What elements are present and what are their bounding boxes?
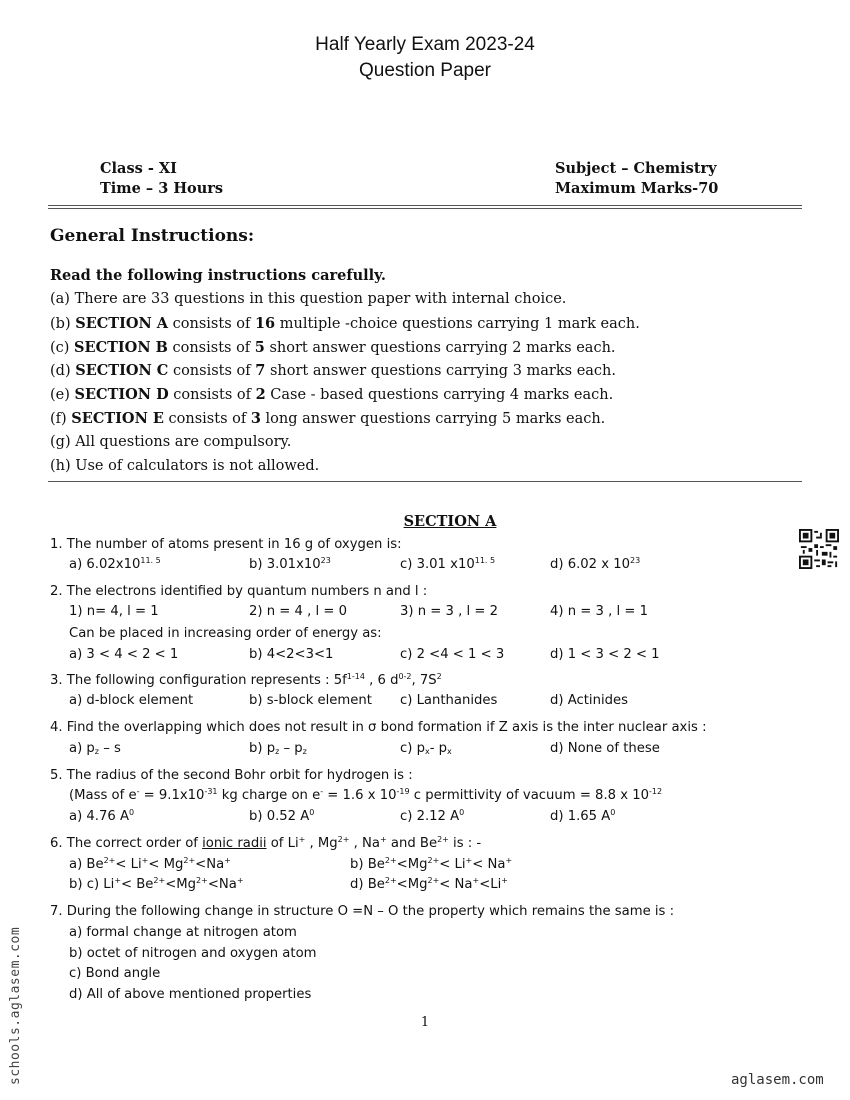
instruction-a: (a) There are 33 questions in this question paper with internal choice. xyxy=(50,291,567,307)
instructions-divider xyxy=(48,481,802,482)
q5-option-d: d) 1.65 $A^0$ xyxy=(550,808,616,824)
max-marks-label: Maximum Marks-70 xyxy=(555,180,719,197)
question-2: 2. The electrons identified by quantum numbers n and l : xyxy=(50,584,428,599)
q6-option-c: b) c) $Li^+< Be^{2+}<Mg^{2+}<Na^+$ xyxy=(69,876,244,892)
instructions-heading: General Instructions: xyxy=(50,226,255,246)
instruction-c: (c) SECTION B consists of 5 short answer questions carrying 2 marks each. xyxy=(50,339,616,356)
subject-label: Subject – Chemistry xyxy=(555,160,717,177)
q2-option-d: d) 1 < 3 < 2 < 1 xyxy=(550,647,660,662)
question-6: 6. The correct order of ionic radii of Li+ , $Mg^{2+}$ , Na+ and $Be^{2+}$ is : - xyxy=(50,835,482,851)
q2-item-4: 4) n = 3 , l = 1 xyxy=(550,604,648,619)
q5-option-c: c) 2.12 $A^0$ xyxy=(400,808,465,824)
section-a-title: SECTION A xyxy=(403,513,497,530)
question-7: 7. During the following change in structure O =N – O the property which remains the same is : xyxy=(50,904,675,919)
instruction-d: (d) SECTION C consists of 7 short answer questions carrying 3 marks each. xyxy=(50,362,616,379)
header-divider xyxy=(48,205,802,206)
time-label: Time – 3 Hours xyxy=(100,180,224,197)
q3-option-d: d) Actinides xyxy=(550,693,628,708)
q7-option-c: c) Bond angle xyxy=(69,966,161,981)
qr-code-icon xyxy=(799,529,839,569)
q5-given-data: (Mass of $e^- = 9.1x10^{-31}$ kg charge on e- = 1.6 x $10^{-19}$ c permittivity of vacuum = 8.8 x $10^{-12}$ xyxy=(69,787,663,803)
q2-option-b: b) 4<2<3<1 xyxy=(249,647,334,662)
instruction-f: (f) SECTION E consists of 3 long answer questions carrying 5 marks each. xyxy=(50,410,606,427)
q6-option-a: a) $Be^{2+}< Li^+< Mg^{2+}<Na^+$ xyxy=(69,856,231,872)
q1-option-d: d) 6.02 x $10^{23}$ xyxy=(550,556,641,572)
q3-option-a: a) d-block element xyxy=(69,693,194,708)
q7-option-b: b) octet of nitrogen and oxygen atom xyxy=(69,946,317,961)
q1-option-b: b) $3.01x10^{23}$ xyxy=(249,556,331,572)
q4-option-b: b) $p_z - p_z$ xyxy=(249,741,307,756)
q6-option-b: b) $Be^{2+}<Mg^{2+}< Li^+< Na^+$ xyxy=(350,856,513,872)
q6-option-d: d) $Be^{2+}<Mg^{2+}< Na^+<Li^+$ xyxy=(350,876,508,892)
question-5: 5. The radius of the second Bohr orbit for hydrogen is : xyxy=(50,768,413,783)
instruction-h: (h) Use of calculators is not allowed. xyxy=(50,458,320,474)
q1-option-c: c) 3.01 $x10^{11. 5}$ xyxy=(400,556,496,572)
q7-option-a: a) formal change at nitrogen atom xyxy=(69,925,297,940)
paper-subtitle: Question Paper xyxy=(358,60,492,81)
instruction-g: (g) All questions are compulsory. xyxy=(50,434,292,450)
q1-option-a: a) $6.02x10^{11. 5}$ xyxy=(69,556,161,572)
q5-option-a: a) 4.76 $A^0$ xyxy=(69,808,135,824)
q2-option-c: c) 2 <4 < 1 < 3 xyxy=(400,647,505,662)
class-label: Class - XI xyxy=(100,160,177,177)
instructions-intro: Read the following instructions carefully. xyxy=(50,267,386,284)
q2-option-a: a) 3 < 4 < 2 < 1 xyxy=(69,647,179,662)
instruction-e: (e) SECTION D consists of 2 Case - based questions carrying 4 marks each. xyxy=(50,386,614,403)
q4-option-a: a) $p_z$ – s xyxy=(69,741,121,756)
question-1: 1. The number of atoms present in 16 g of oxygen is: xyxy=(50,537,402,552)
q2-item-3: 3) n = 3 , l = 2 xyxy=(400,604,498,619)
instruction-b: (b) SECTION A consists of 16 multiple -choice questions carrying 1 mark each. xyxy=(50,315,640,332)
q3-option-b: b) s-block element xyxy=(249,693,372,708)
header-divider xyxy=(48,208,802,209)
q4-option-c: c) $p_x-$ $p_x$ xyxy=(400,741,452,756)
q3-option-c: c) Lanthanides xyxy=(400,693,498,708)
question-4: 4. Find the overlapping which does not result in σ bond formation if Z axis is the inter nuclear axis : xyxy=(50,720,707,735)
question-3: 3. The following configuration represents : $5f^{1-14}$ , 6 $d^{0-2}$, $7S^2$ xyxy=(50,672,442,688)
q2-item-1: 1) n= 4, l = 1 xyxy=(69,604,159,619)
site-watermark: aglasem.com xyxy=(731,1072,824,1088)
q7-option-d: d) All of above mentioned properties xyxy=(69,987,312,1002)
q5-option-b: b) 0.52 $A^0$ xyxy=(249,808,315,824)
q4-option-d: d) None of these xyxy=(550,741,660,756)
q2-continuation: Can be placed in increasing order of energy as: xyxy=(69,626,382,641)
q2-item-2: 2) n = 4 , l = 0 xyxy=(249,604,347,619)
page-number: 1 xyxy=(420,1015,430,1030)
side-watermark: schools.aglasem.com xyxy=(8,926,23,1085)
paper-title: Half Yearly Exam 2023-24 xyxy=(315,34,535,55)
